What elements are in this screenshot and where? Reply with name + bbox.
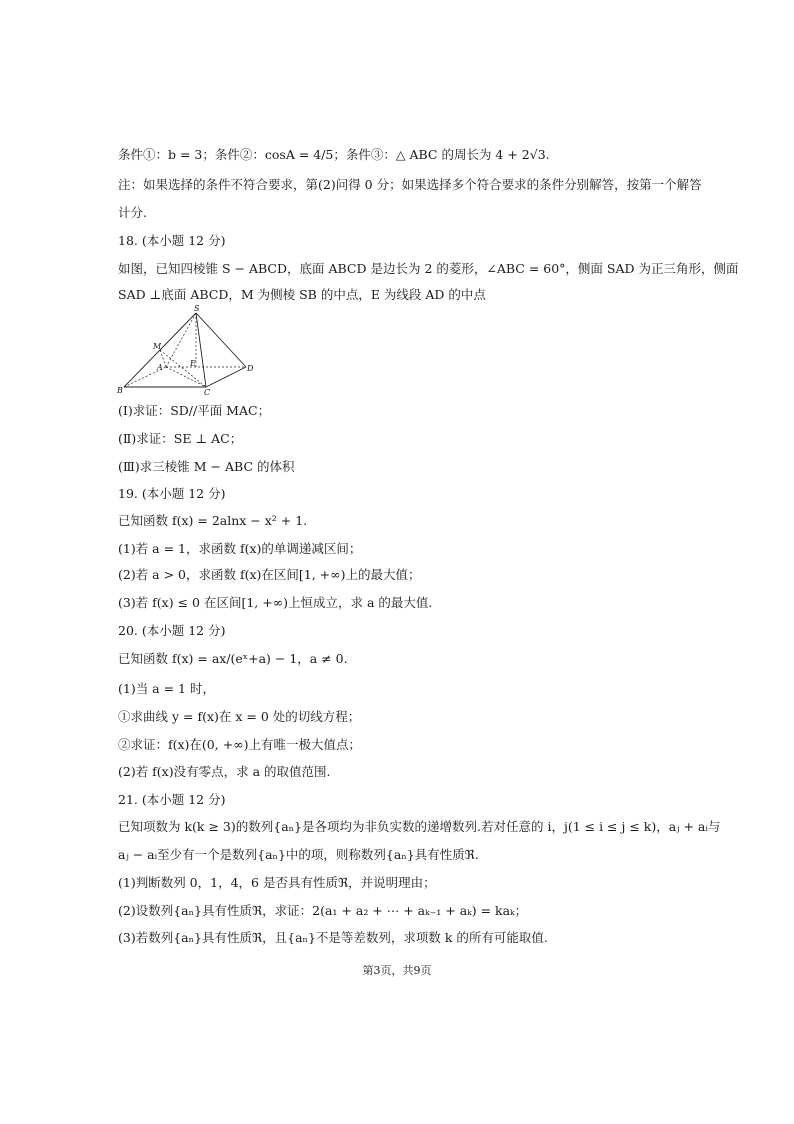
question-20-header: 20. (本小题 12 分) — [118, 623, 226, 638]
question-18-part-2: (Ⅱ)求证：SE ⊥ AC； — [118, 431, 243, 446]
note-line: 注：如果选择的条件不符合要求，第(2)问得 0 分；如果选择多个符合要求的条件分别解答，按第一个解答 — [118, 177, 702, 192]
pyramid-diagram — [116, 304, 256, 396]
label-e: E — [190, 359, 196, 368]
label-s: S — [194, 304, 200, 313]
label-a: A — [157, 363, 163, 372]
question-19-part-3: (3)若 f(x) ≤ 0 在区间[1, +∞)上恒成立，求 a 的最大值. — [118, 595, 433, 610]
edge-sd — [196, 313, 246, 367]
question-21-part-2: (2)设数列{aₙ}具有性质ℜ，求证：2(a₁ + a₂ + ⋯ + aₖ₋₁ + aₖ) = kaₖ； — [118, 903, 528, 918]
question-21-stem: 已知项数为 k(k ≥ 3)的数列{aₙ}是各项均为非负实数的递增数列.若对任意的 i，j(1 ≤ i ≤ j ≤ k)，aⱼ + aᵢ与 — [118, 819, 721, 834]
question-19-part-2: (2)若 a > 0，求函数 f(x)在区间[1, +∞)上的最大值； — [118, 567, 421, 582]
label-c: C — [204, 388, 211, 396]
page-footer: 第3页，共9页 — [362, 964, 432, 977]
question-20-part-2: (2)若 f(x)没有零点，求 a 的取值范围. — [118, 764, 331, 779]
edge-sc — [196, 313, 206, 387]
edge-cd — [206, 367, 246, 387]
label-d: D — [247, 364, 254, 373]
segment-mc — [160, 350, 206, 387]
question-18-part-3: (Ⅲ)求三棱锥 M − ABC 的体积 — [118, 459, 295, 474]
question-18-part-1: (Ⅰ)求证：SD//平面 MAC； — [118, 403, 271, 418]
note-line-cont: 计分. — [118, 205, 147, 220]
edge-ac — [166, 367, 206, 387]
question-18-header: 18. (本小题 12 分) — [118, 233, 226, 248]
question-21-header: 21. (本小题 12 分) — [118, 792, 226, 807]
question-19-header: 19. (本小题 12 分) — [118, 486, 226, 501]
label-b: B — [117, 386, 123, 395]
question-18-stem: 如图，已知四棱锥 S − ABCD，底面 ABCD 是边长为 2 的菱形，∠ABC = 60°，侧面 SAD 为正三角形，侧面 — [118, 261, 739, 276]
question-19-stem: 已知函数 f(x) = 2alnx − x² + 1. — [118, 513, 308, 528]
label-m: M — [153, 342, 162, 351]
question-18-stem-cont: SAD ⊥底面 ABCD，M 为侧棱 SB 的中点，E 为线段 AD 的中点 — [118, 287, 486, 302]
question-20-stem: 已知函数 f(x) = ax/(eˣ+a) − 1，a ≠ 0. — [118, 651, 348, 666]
pyramid-figure — [116, 304, 256, 396]
question-20-part-1-i: ①求曲线 y = f(x)在 x = 0 处的切线方程； — [118, 709, 361, 724]
condition-line: 条件①：b = 3；条件②：cosA = 4/5；条件③：△ ABC 的周长为 4 + 2√3. — [118, 147, 550, 162]
question-19-part-1: (1)若 a = 1，求函数 f(x)的单调递减区间； — [118, 541, 362, 556]
question-20-part-1-ii: ②求证：f(x)在(0, +∞)上有唯一极大值点； — [118, 737, 361, 752]
question-21-part-3: (3)若数列{aₙ}具有性质ℜ，且{aₙ}不是等差数列，求项数 k 的所有可能取值. — [118, 930, 548, 945]
question-21-stem-cont: aⱼ − aᵢ至少有一个是数列{aₙ}中的项，则称数列{aₙ}具有性质ℜ. — [118, 847, 479, 862]
question-20-part-1: (1)当 a = 1 时， — [118, 681, 215, 696]
question-21-part-1: (1)判断数列 0，1，4，6 是否具有性质ℜ，并说明理由； — [118, 875, 436, 890]
